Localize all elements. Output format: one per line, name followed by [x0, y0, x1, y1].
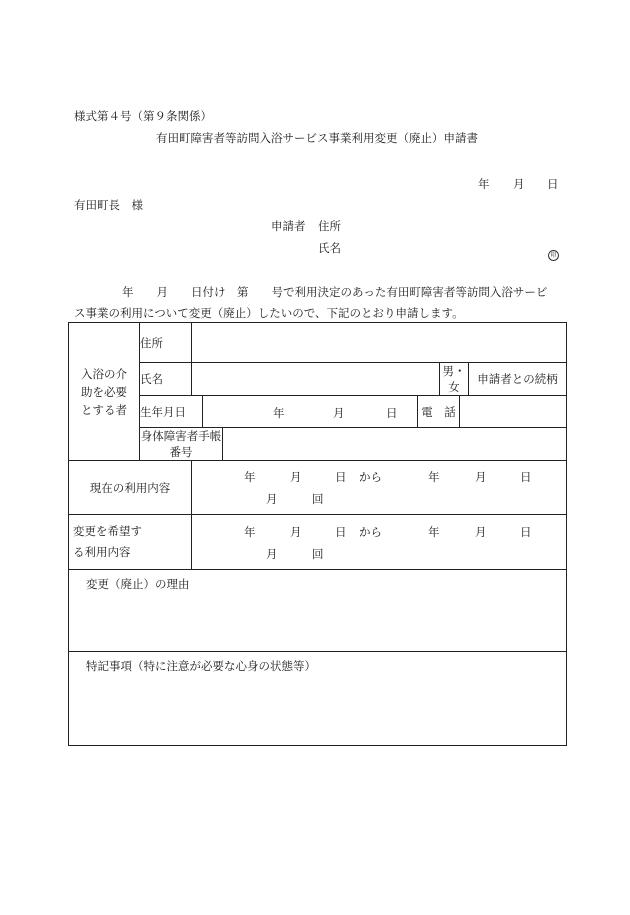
change-usage-field[interactable]: 年 月 日 から 年 月 日 月 回: [192, 515, 567, 570]
date-day: 日: [547, 177, 559, 191]
name-field[interactable]: [192, 363, 440, 396]
date-month: 月: [513, 177, 525, 191]
application-form-table: [68, 322, 567, 746]
body-text-line1: 年 月 日付け 第 号で利用決定のあった有田町障害者等訪問入浴サービ: [122, 285, 548, 299]
change-usage-label-cell: [69, 515, 192, 570]
person-header-line1: 入浴の介: [81, 366, 127, 381]
dob-field[interactable]: 年 月 日: [203, 396, 418, 428]
handbook-label-cell: 身体障害者手帳番号: [140, 429, 222, 459]
dob-label-cell: 生年月日: [140, 396, 203, 428]
applicant-label: 申請者: [271, 219, 306, 233]
form-number: 様式第４号（第９条関係）: [74, 109, 212, 123]
address-field[interactable]: [192, 323, 567, 363]
address-label-cell: 住所: [140, 323, 192, 363]
applicant-name-label: 氏名: [318, 241, 341, 255]
phone-label-cell: 電 話: [418, 396, 460, 428]
body-text-line2: ス事業の利用について変更（廃止）したいので、下記のとおり申請します。: [74, 306, 464, 320]
date-year: 年: [478, 177, 490, 191]
current-usage-field[interactable]: 年 月 日 から 年 月 日 月 回: [192, 461, 567, 515]
person-header-line2: 助を必要: [81, 384, 127, 399]
document-title: 有田町障害者等訪問入浴サービス事業利用変更（廃止）申請書: [156, 131, 478, 145]
notes-field[interactable]: [69, 652, 567, 746]
current-usage-label-cell: 現在の利用内容: [69, 461, 192, 515]
person-header-line3: とする者: [81, 402, 127, 417]
reason-field[interactable]: [69, 570, 567, 652]
addressee: 有田町長 様: [74, 198, 143, 212]
gender-selector[interactable]: 男・女: [440, 363, 469, 396]
change-usage-line2: る利用内容: [73, 545, 131, 559]
applicant-address-label: 住所: [318, 219, 341, 233]
reason-label: 変更（廃止）の理由: [86, 577, 190, 591]
person-header-cell: [69, 323, 140, 461]
seal-icon: 印: [548, 242, 559, 261]
phone-field[interactable]: [460, 396, 567, 428]
notes-label: 特記事項（特に注意が必要な心身の状態等）: [86, 659, 316, 673]
relationship-label-cell: 申請者との続柄: [469, 363, 567, 396]
change-usage-line1: 変更を希望す: [73, 524, 142, 538]
name-label-cell: 氏名: [140, 363, 192, 396]
handbook-number-field[interactable]: [223, 428, 567, 461]
